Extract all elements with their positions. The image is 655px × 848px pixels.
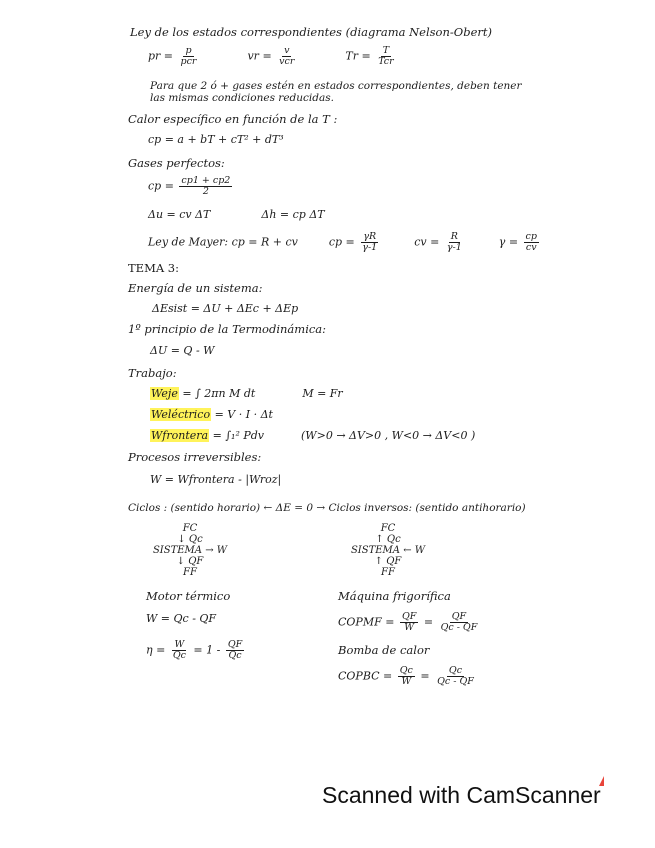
mayer-law: Ley de Mayer: cp = R + cv [148, 235, 298, 249]
cop-mf-fraction-1: $\frac{QF}{W}$ [401, 611, 417, 633]
energy-formula: ΔEsist = ΔU + ΔEc + ΔEp [152, 302, 299, 315]
mayer-row: Ley de Mayer: cp = R + cv cp = $\frac{\gamma R}{\gamma-1}$ cv = $\frac{R}{\gamma-1}$ γ = $\frac{cp}{cv}$ [148, 231, 537, 253]
section-title-tema-3: TEMA 3: [128, 261, 179, 275]
weje-label: Weje [151, 387, 178, 400]
motor-work: W = Qc - QF [146, 612, 217, 625]
cop-bc-fraction-1: $\frac{Qc}{W}$ [399, 665, 413, 687]
note-line-2: las mismas condiciones reducidas. [150, 92, 334, 104]
refrigerator-title: Máquina frigorífica [338, 589, 451, 603]
section-title-specific-heat: Calor específico en función de la T : [128, 112, 338, 126]
gamma-fraction: $\frac{cp}{cv}$ [525, 231, 537, 253]
eta-fraction-1: $\frac{W}{Qc}$ [172, 639, 186, 661]
section-title-corresponding-states: Ley de los estados correspondientes (diagrama Nelson-Obert) [130, 25, 492, 39]
boundary-condition: (W>0 → ΔV>0 , W<0 → ΔV<0 ) [301, 429, 476, 442]
cycle-diagram-direct: FC ↓ Qc SISTEMA → W ↓ QF FF [152, 523, 228, 578]
irreversible-formula: W = Wfrontera - |Wroz| [150, 473, 282, 486]
work-shaft-row: Weje = ∫ 2πn M dt M = Fr [151, 387, 343, 400]
eta-fraction-2: $\frac{QF}{Qc}$ [227, 639, 243, 661]
section-title-perfect-gases: Gases perfectos: [128, 156, 225, 170]
motor-title: Motor térmico [146, 589, 231, 603]
pr-label: pr = [148, 49, 174, 63]
du-formula: Δu = cv ΔT [148, 208, 211, 221]
cycles-title: Ciclos : (sentido horario) ← ΔE = 0 → Ciclos inversos: (sentido antihorario) [128, 502, 526, 514]
tr-fraction: $\frac{T}{\text{Tcr}}$ [378, 45, 394, 67]
energy-enthalpy-row [148, 208, 325, 221]
cv-fraction: $\frac{R}{\gamma-1}$ [446, 231, 462, 253]
first-law-title: 1º principio de la Termodinámica: [128, 322, 327, 336]
welec-label: Weléctrico [151, 408, 211, 421]
cop-bc-fraction-2: $\frac{Qc}{Qc - QF}$ [437, 665, 474, 687]
specific-heat-formula: cp = a + bT + cT² + dT³ [148, 133, 284, 146]
camscanner-watermark: Scanned with CamScanner [322, 782, 601, 808]
heat-pump-title: Bomba de calor [338, 643, 430, 657]
cop-mf-fraction-2: $\frac{QF}{Qc - QF}$ [440, 611, 478, 633]
pr-fraction: $\frac{p}{\text{pcr}}$ [180, 45, 197, 67]
work-electric-row: Weléctrico = V · I · Δt [151, 408, 273, 421]
energy-title: Energía de un sistema: [128, 281, 263, 295]
cp-average-fraction: $\frac{cp1 + cp2}{2}$ [181, 175, 231, 197]
torque-formula: M = Fr [302, 387, 343, 400]
cycle-diagram-inverse: FC ↑ Qc SISTEMA ← W ↑ QF FF [350, 523, 426, 578]
first-law-formula: ΔU = Q - W [150, 344, 215, 357]
vr-label: vr = [247, 49, 272, 63]
dh-formula: Δh = cp ΔT [261, 208, 325, 221]
irreversible-title: Procesos irreversibles: [128, 450, 262, 464]
work-boundary-row: Wfrontera = ∫₁² Pdv (W>0 → ΔV>0 , W<0 → ΔV<0 ) [151, 429, 476, 442]
heat-pump-cop-row: COPBC = $\frac{Qc}{W}$ = $\frac{Qc}{Qc - QF}$ [338, 665, 474, 687]
note-line-1: Para que 2 ó + gases estén en estados correspondientes, deben tener [150, 80, 522, 92]
wfront-label: Wfrontera [151, 429, 209, 442]
motor-efficiency-row: η = $\frac{W}{Qc}$ = 1 - $\frac{QF}{Qc}$ [146, 639, 243, 661]
cp-gamma-fraction: $\frac{\gamma R}{\gamma-1}$ [362, 231, 378, 253]
tr-label: Tr = [345, 49, 371, 63]
reduced-variables-row [148, 46, 398, 67]
cp-average-row: cp = $\frac{cp1 + cp2}{2}$ [148, 175, 231, 197]
vr-fraction: $\frac{v}{\text{vcr}}$ [279, 45, 295, 67]
refrigerator-cop-row: COPMF = $\frac{QF}{W}$ = $\frac{QF}{Qc - QF}$ [338, 611, 478, 633]
work-title: Trabajo: [128, 366, 177, 380]
